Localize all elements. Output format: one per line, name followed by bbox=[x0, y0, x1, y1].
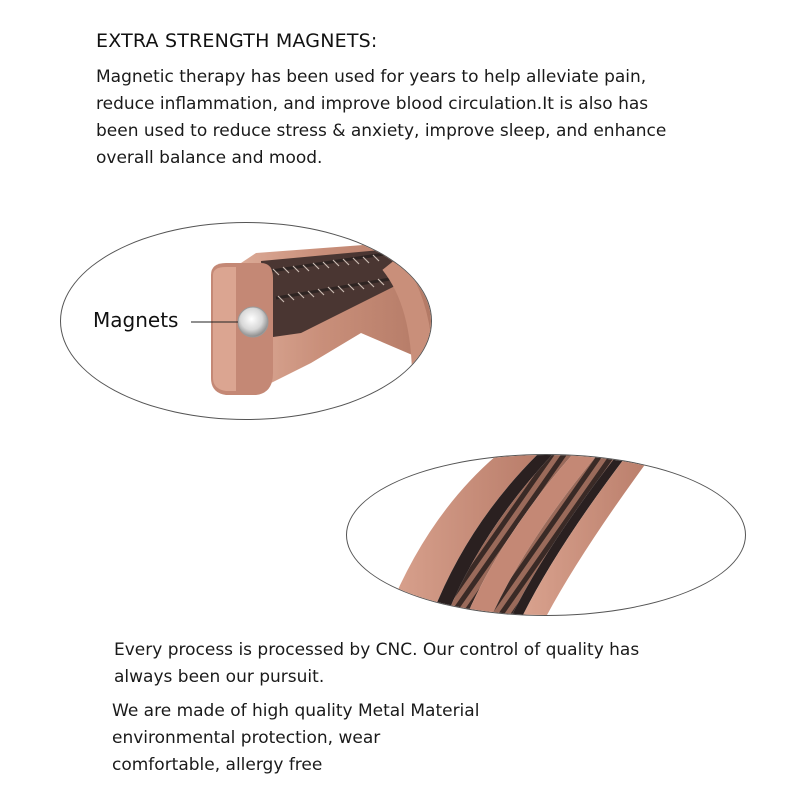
intro-line: reduce inflammation, and improve blood circulation.It is also has bbox=[96, 94, 649, 114]
material-line: comfortable, allergy free bbox=[112, 755, 323, 775]
twisted-wire-closeup-image bbox=[346, 454, 746, 616]
intro-paragraph bbox=[96, 64, 776, 172]
intro-line: Magnetic therapy has been used for years to help alleviate pain, bbox=[96, 67, 647, 87]
cnc-line: always been our pursuit. bbox=[114, 667, 325, 687]
intro-line: overall balance and mood. bbox=[96, 148, 323, 168]
magnets-callout-label: Magnets bbox=[93, 308, 179, 332]
heading: EXTRA STRENGTH MAGNETS: bbox=[96, 30, 378, 52]
intro-line: been used to reduce stress & anxiety, improve sleep, and enhance bbox=[96, 121, 667, 141]
material-line: environmental protection, wear bbox=[112, 728, 381, 748]
material-line: We are made of high quality Metal Material bbox=[112, 701, 480, 721]
material-paragraph bbox=[112, 698, 479, 779]
cnc-paragraph bbox=[114, 637, 639, 691]
cnc-line: Every process is processed by CNC. Our control of quality has bbox=[114, 640, 640, 660]
